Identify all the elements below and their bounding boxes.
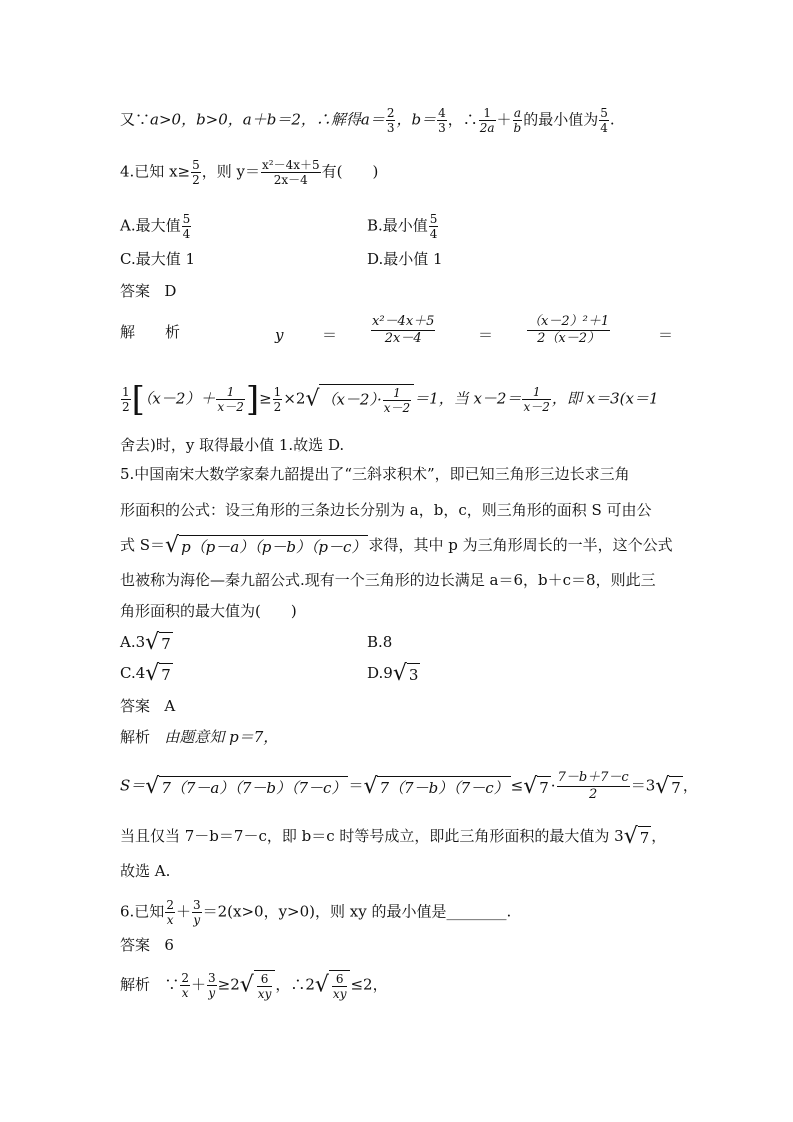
numerator: 2 <box>386 106 395 120</box>
text: ≥ <box>259 389 272 408</box>
text: 又∵ <box>120 110 151 129</box>
text: ＋ <box>175 902 191 921</box>
denominator: b <box>513 121 522 135</box>
text: ＋ <box>190 975 206 994</box>
denominator: x <box>181 986 189 1000</box>
text: 7 <box>159 663 173 685</box>
sqrt: √ 7 <box>623 824 650 849</box>
sqrt: √ p（p－a）（p－b）（p－c） <box>165 533 367 558</box>
q4-analysis-line2 <box>120 379 659 420</box>
text: 答案 <box>120 936 151 954</box>
q4-option-b <box>367 212 439 241</box>
text: a＝ <box>360 110 385 129</box>
text: 6 <box>164 936 174 954</box>
text: 7 <box>159 632 173 654</box>
text: ，则 y＝ <box>201 162 260 181</box>
numerator: 5 <box>192 158 200 172</box>
text: 7 <box>537 776 551 798</box>
text: 当且仅当 7－b＝7－c，即 b＝c 时等号成立，即此三角形面积的最大值为 3 <box>120 827 624 845</box>
text: 的最小值为 <box>523 110 599 129</box>
q5-analysis-line1 <box>120 727 278 747</box>
q5-answer <box>120 696 175 716</box>
denominator: xy <box>332 987 347 1001</box>
text: ，∴2 <box>275 975 315 994</box>
numerator: 2 <box>166 898 174 912</box>
text: A.最大值 <box>120 216 181 235</box>
q6-stem <box>120 898 511 927</box>
text: 由题意知 p＝7， <box>164 728 279 746</box>
text: S＝ <box>120 776 146 795</box>
text: D.9 <box>367 664 393 682</box>
denominator: y <box>208 986 216 1000</box>
text: 6.已知 <box>120 902 165 921</box>
eq-sign: ＝ <box>322 326 338 344</box>
fraction <box>182 212 192 241</box>
text: ，∴ <box>447 110 478 129</box>
text: ＝3 <box>630 776 656 795</box>
fraction <box>429 212 439 241</box>
q5-analysis-line4: 故选 A. <box>120 862 171 880</box>
numerator: 7－b＋7－c <box>557 770 629 785</box>
text: ＝2(x>0，y>0)，则 xy 的最小值是 <box>202 902 447 921</box>
fraction <box>207 971 217 1000</box>
text: 解 析 <box>120 323 181 341</box>
q5-option-b: B.8 <box>367 633 393 651</box>
fraction <box>332 972 348 1001</box>
text: ＝ <box>348 776 364 795</box>
fraction <box>261 158 321 187</box>
q5-stem-line3 <box>120 535 673 557</box>
numerator: 1 <box>522 385 550 400</box>
fraction <box>479 106 496 135</box>
fraction <box>121 385 131 414</box>
text: （x－2）＋ <box>144 389 216 408</box>
denominator: 2x－4 <box>273 173 308 187</box>
sqrt: √ 7（7－a）（7－b）（7－c） <box>145 773 347 799</box>
q6-analysis <box>120 970 388 1001</box>
text: a>0，b>0，a＋b＝2，∴解得 <box>150 110 361 129</box>
numerator: 3 <box>208 971 216 985</box>
fraction <box>557 770 630 803</box>
text: ，b＝ <box>396 110 437 129</box>
denominator: xy <box>257 987 272 1001</box>
numerator: 1 <box>216 385 244 400</box>
denominator: 4 <box>182 227 191 241</box>
numerator: 5 <box>182 212 191 226</box>
q4-answer <box>120 281 176 301</box>
text: D <box>164 282 177 300</box>
denominator: x <box>166 913 174 927</box>
denominator: x－2 <box>383 401 411 415</box>
sqrt: √ 7（7－b）（7－c） <box>363 773 509 799</box>
denominator: 4 <box>600 121 608 135</box>
denominator: 4 <box>429 227 438 241</box>
numerator: a <box>513 106 521 120</box>
sqrt: √ $\frac{6}{xy}$ <box>240 970 276 1001</box>
q4-option-a <box>120 212 192 241</box>
text: 7（7－a）（7－b）（7－c） <box>159 776 348 798</box>
numerator: 2 <box>181 971 189 985</box>
fraction <box>522 385 550 414</box>
text: ＝1，当 x－2＝ <box>414 389 522 408</box>
fraction <box>513 106 523 135</box>
text: 4.已知 x≥ <box>120 162 191 181</box>
numerator: 6 <box>332 972 348 987</box>
text: 7（7－b）（7－c） <box>377 776 510 798</box>
text: 7 <box>638 826 652 848</box>
fraction <box>371 314 435 347</box>
q4-stem <box>120 158 378 187</box>
q4-option-d: D.最小值 1 <box>367 250 443 268</box>
denominator: 2x－4 <box>384 331 422 346</box>
sqrt: √ （x－2）· $\frac{1}{x-2}$ <box>305 384 414 415</box>
text: 求得，其中 p 为三角形周长的一半，这个公式 <box>368 536 673 554</box>
eq-sign: ＝ <box>478 326 494 344</box>
fraction <box>180 971 190 1000</box>
q4-analysis-line1 <box>120 322 180 342</box>
fraction <box>386 106 396 135</box>
sqrt: √ 7 <box>145 630 171 655</box>
text: 解析 <box>120 728 151 746</box>
fraction <box>257 972 273 1001</box>
numerator: 1 <box>383 386 411 401</box>
q4-option-c: C.最大值 1 <box>120 250 196 268</box>
text: C.4 <box>120 664 146 682</box>
sqrt: √ 3 <box>392 661 419 686</box>
text: ∵ <box>164 975 180 994</box>
text: （x－2）· <box>321 390 382 409</box>
fraction <box>192 898 202 927</box>
text: . <box>506 902 512 921</box>
numerator: 3 <box>192 898 201 912</box>
numerator: x²－4x＋5 <box>262 158 320 172</box>
denominator: y <box>193 913 201 927</box>
text: 7 <box>669 776 683 798</box>
text: 式 S＝ <box>120 536 166 554</box>
denominator: 3 <box>438 121 446 135</box>
q5-stem-line4: 也被称为海伦—秦九韶公式.现有一个三角形的边长满足 a＝6，b＋c＝8，则此三 <box>120 571 656 589</box>
text: . <box>609 110 615 129</box>
denominator: 2（x－2） <box>537 331 600 346</box>
sqrt: √ 7 <box>655 773 681 799</box>
text: 有( ) <box>321 162 379 181</box>
q5-option-c <box>120 663 173 685</box>
fraction <box>599 106 609 135</box>
text: ，即 x＝3(x＝1 <box>551 389 659 408</box>
numerator: （x－2）²＋1 <box>528 314 610 329</box>
q4-y: y <box>275 326 284 344</box>
sqrt: √ 7 <box>523 773 549 799</box>
q6-answer <box>120 935 174 955</box>
q5-stem-line5: 角形面积的最大值为( ) <box>120 602 297 620</box>
fraction <box>527 314 610 347</box>
q5-stem-line1: 5.中国南宋大数学家秦九韶提出了“三斜求积术”，即已知三角形三边长求三角 <box>120 465 630 483</box>
text: · <box>550 776 556 795</box>
denominator: x－2 <box>217 400 244 414</box>
fraction <box>191 158 201 187</box>
sqrt: √ $\frac{6}{xy}$ <box>315 970 351 1001</box>
q3-conclusion <box>120 106 615 135</box>
fraction <box>273 385 283 414</box>
denominator: 3 <box>386 121 395 135</box>
numerator: 5 <box>429 212 438 226</box>
right-bracket: ] <box>245 379 260 420</box>
numerator: 5 <box>600 106 608 120</box>
q5-option-a <box>120 632 173 654</box>
text: A <box>164 697 176 715</box>
eq-sign: ＝ <box>658 326 674 344</box>
denominator: 2 <box>122 400 130 414</box>
text: ≥2 <box>217 975 240 994</box>
text: ， <box>682 776 698 795</box>
q4-expr2 <box>526 314 611 347</box>
q5-analysis-line2 <box>120 770 698 803</box>
numerator: x²－4x＋5 <box>372 314 435 329</box>
sqrt: √ 7 <box>145 661 171 686</box>
fraction <box>216 385 244 414</box>
fraction <box>165 898 175 927</box>
text: 解析 <box>120 975 151 994</box>
denominator: 2a <box>479 121 495 135</box>
numerator: 1 <box>479 106 496 121</box>
denominator: 2 <box>589 787 598 802</box>
q4-analysis-line3: 舍去)时，y 取得最小值 1.故选 D. <box>120 436 345 454</box>
q5-stem-line2: 形面积的公式：设三角形的三条边长分别为 a，b，c，则三角形的面积 S 可由公 <box>120 501 652 519</box>
denominator: 2 <box>192 173 200 187</box>
denominator: 2 <box>273 400 282 414</box>
text: ≤ <box>510 776 524 795</box>
numerator: 1 <box>273 385 282 399</box>
fraction <box>383 386 411 415</box>
q5-option-d <box>367 663 420 685</box>
numerator: 1 <box>122 385 130 399</box>
denominator: x－2 <box>523 400 550 414</box>
answer-blank: ________ <box>446 902 507 921</box>
text: p（p－a）（p－b）（p－c） <box>179 535 368 557</box>
text: ×2 <box>283 389 306 408</box>
text: ≤2， <box>350 975 388 994</box>
text: B.最小值 <box>367 216 428 235</box>
q4-expr1 <box>370 314 436 347</box>
q5-analysis-line3 <box>120 826 666 848</box>
text: 3 <box>407 663 421 685</box>
fraction <box>437 106 447 135</box>
text: 答案 <box>120 697 151 715</box>
numerator: 4 <box>438 106 446 120</box>
text: ＋ <box>496 110 512 129</box>
left-bracket: [ <box>131 379 145 420</box>
text: A.3 <box>120 633 146 651</box>
text: ， <box>651 827 667 845</box>
text: 答案 <box>120 282 151 300</box>
numerator: 6 <box>257 972 273 987</box>
